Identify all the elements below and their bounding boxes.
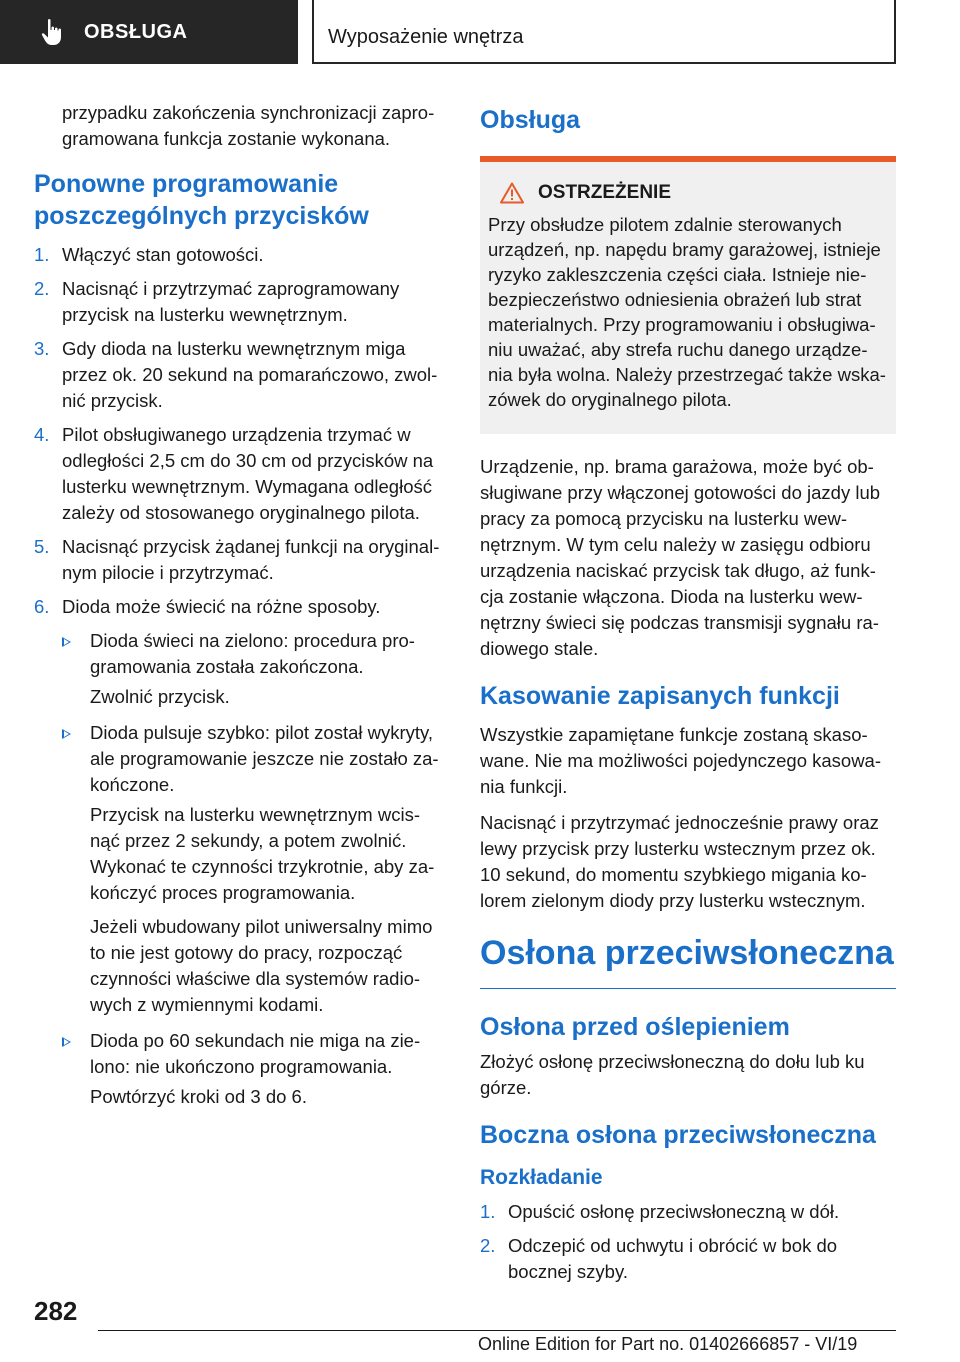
warning-triangle-icon	[500, 182, 524, 204]
warning-text: Przy obsłudze pilotem zdalnie sterowanych urządzeń, np. napędu bramy garażowej, istnieje ryzyko zakleszczenia części ciała. Istnieje nie- bezpieczeństwo odniesienia obrażeń lub strat materialnych. Przy programowaniu i obsługiwa- niu uważać, aby strefa ruchu danego urządze- nia była wolna. Należy przestrzegać także wska- zówek do oryginalnego pilota.	[488, 214, 886, 410]
section-tab-label: OBSŁUGA	[84, 20, 188, 43]
heading-oslona: Osłona przeciwsłoneczna	[480, 932, 896, 989]
page-header	[0, 0, 960, 66]
obsluga-paragraph: Urządzenie, np. brama garażowa, może być ob- sługiwane przy włączonej gotowości do jazdy lub pracy za pomocą przycisku na lusterku wew- nętrznym. W tym celu należy w zasięgu odbioru urządzenia naciskać przycisk tak długo, aż funk- cja zostanie włączona. Dioda na lusterku wew- nętrzny świeci się podczas transmisji sygnału ra- diowego stale.	[480, 456, 881, 659]
footer-divider	[98, 1330, 896, 1331]
list-item: Dioda pulsuje szybko: pilot został wykryty, ale programowanie jeszcze nie zostało za- kończone. Przycisk na lusterku wewnętrznym wcis- nąć przez 2 sekundy, a potem zwolnić. Wykonać te czynności trzykrotnie, aby za- kończyć proces programowania. Jeżeli wbudowany pilot uniwersalny mimo to nie jest gotowy do pracy, rozpocząć czynności właściwe dla systemów radio- wych z wymiennymi kodami.	[62, 720, 448, 1018]
list-item: 1. Opuścić osłonę przeciwsłoneczną w dół.	[480, 1201, 840, 1222]
heading-rozkladanie: Rozkładanie	[480, 1166, 603, 1189]
list-item: Dioda po 60 sekundach nie miga na zie- lono: nie ukończono programowania. Powtórzyć kroki od 3 do 6.	[62, 1028, 448, 1110]
oslepieniem-paragraph: Złożyć osłonę przeciwsłoneczną do dołu lub ku górze.	[480, 1051, 865, 1098]
rozkladanie-steps	[480, 1199, 896, 1285]
reprogramming-steps	[34, 242, 448, 1110]
right-column	[480, 100, 896, 1293]
warning-box	[480, 156, 896, 434]
page-number: 282	[34, 1296, 78, 1326]
intro-paragraph: przypadku zakończenia synchronizacji zapro- gramowana funkcja zostanie wykonana.	[62, 102, 435, 149]
list-item: 2. Nacisnąć i przytrzymać zaprogramowany przycisk na lusterku wewnętrznym.	[34, 278, 400, 325]
heading-oslepieniem: Osłona przed oślepieniem	[480, 1013, 790, 1041]
list-item: Dioda świeci na zielono: procedura pro- gramowania została zakończona. Zwolnić przycisk.	[62, 628, 448, 710]
heading-boczna: Boczna osłona przeciwsłoneczna	[480, 1121, 876, 1149]
triangle-bullet-icon	[62, 637, 71, 647]
kasowanie-paragraph-2: Nacisnąć i przytrzymać jednocześnie prawy oraz lewy przycisk przy lusterku wstecznym przez ok. 10 sekund, do momentu szybkiego migania ko- lorem zielonym diody przy lusterku wstecznym.	[480, 812, 879, 911]
edition-note: Online Edition for Part no. 01402666857 - VI/19	[478, 1334, 858, 1354]
heading-kasowanie: Kasowanie zapisanych funkcji	[480, 682, 840, 710]
heading-obsluga: Obsługa	[480, 106, 581, 134]
led-states-list	[62, 628, 448, 1110]
list-item: 4. Pilot obsługiwanego urządzenia trzymać w odległości 2,5 cm do 30 cm od przycisków na lusterku wewnętrznym. Wymagana odległość zależy od stosowanego oryginalnego pilota.	[34, 424, 434, 523]
kasowanie-paragraph-1: Wszystkie zapamiętane funkcje zostaną skaso- wane. Nie ma możliwości pojedynczego kasowa- nia funkcji.	[480, 724, 882, 797]
section-tab[interactable]	[0, 0, 298, 64]
left-column	[34, 100, 448, 1120]
heading-reprogramming: Ponowne programowanie poszczególnych przycisków	[34, 170, 369, 230]
list-item: 1. Włączyć stan gotowości.	[34, 244, 264, 265]
chapter-title: Wyposażenie wnętrza	[312, 0, 896, 64]
triangle-bullet-icon	[62, 729, 71, 739]
list-item: 2. Odczepić od uchwytu i obrócić w bok do bocznej szyby.	[480, 1235, 838, 1282]
triangle-bullet-icon	[62, 1037, 71, 1047]
pointing-hand-icon	[40, 18, 66, 46]
list-item: 6. Dioda może świecić na różne sposoby. Dioda świeci na zielono: procedura pro- gramowania została zakończona. Zwolnić przycisk. Dioda pulsuje szybko: pilot został wykryty, ale programowanie jeszcze nie zostało za- kończone. Przycisk na lusterku wewnętrznym wcis- nąć przez 2 sekundy, a potem zwolnić. Wykonać te czynności trzykrotnie, aby za- kończyć proces programowania. Jeżeli wbudowany pilot uniwersalny mimo to nie jest gotowy do pracy, rozpocząć czynności właściwe dla systemów radio- wych z wymiennymi kodami. Dioda po 60 sekundach nie miga na zie- lono: nie ukończono programowania. Powtórzyć kroki od 3 do 6.	[34, 594, 448, 1110]
list-item: 5. Nacisnąć przycisk żądanej funkcji na oryginal- nym pilocie i przytrzymać.	[34, 536, 440, 583]
warning-title: OSTRZEŻENIE	[488, 180, 888, 206]
list-item: 3. Gdy dioda na lusterku wewnętrznym miga przez ok. 20 sekund na pomarańczowo, zwol- nić przycisk.	[34, 338, 438, 411]
